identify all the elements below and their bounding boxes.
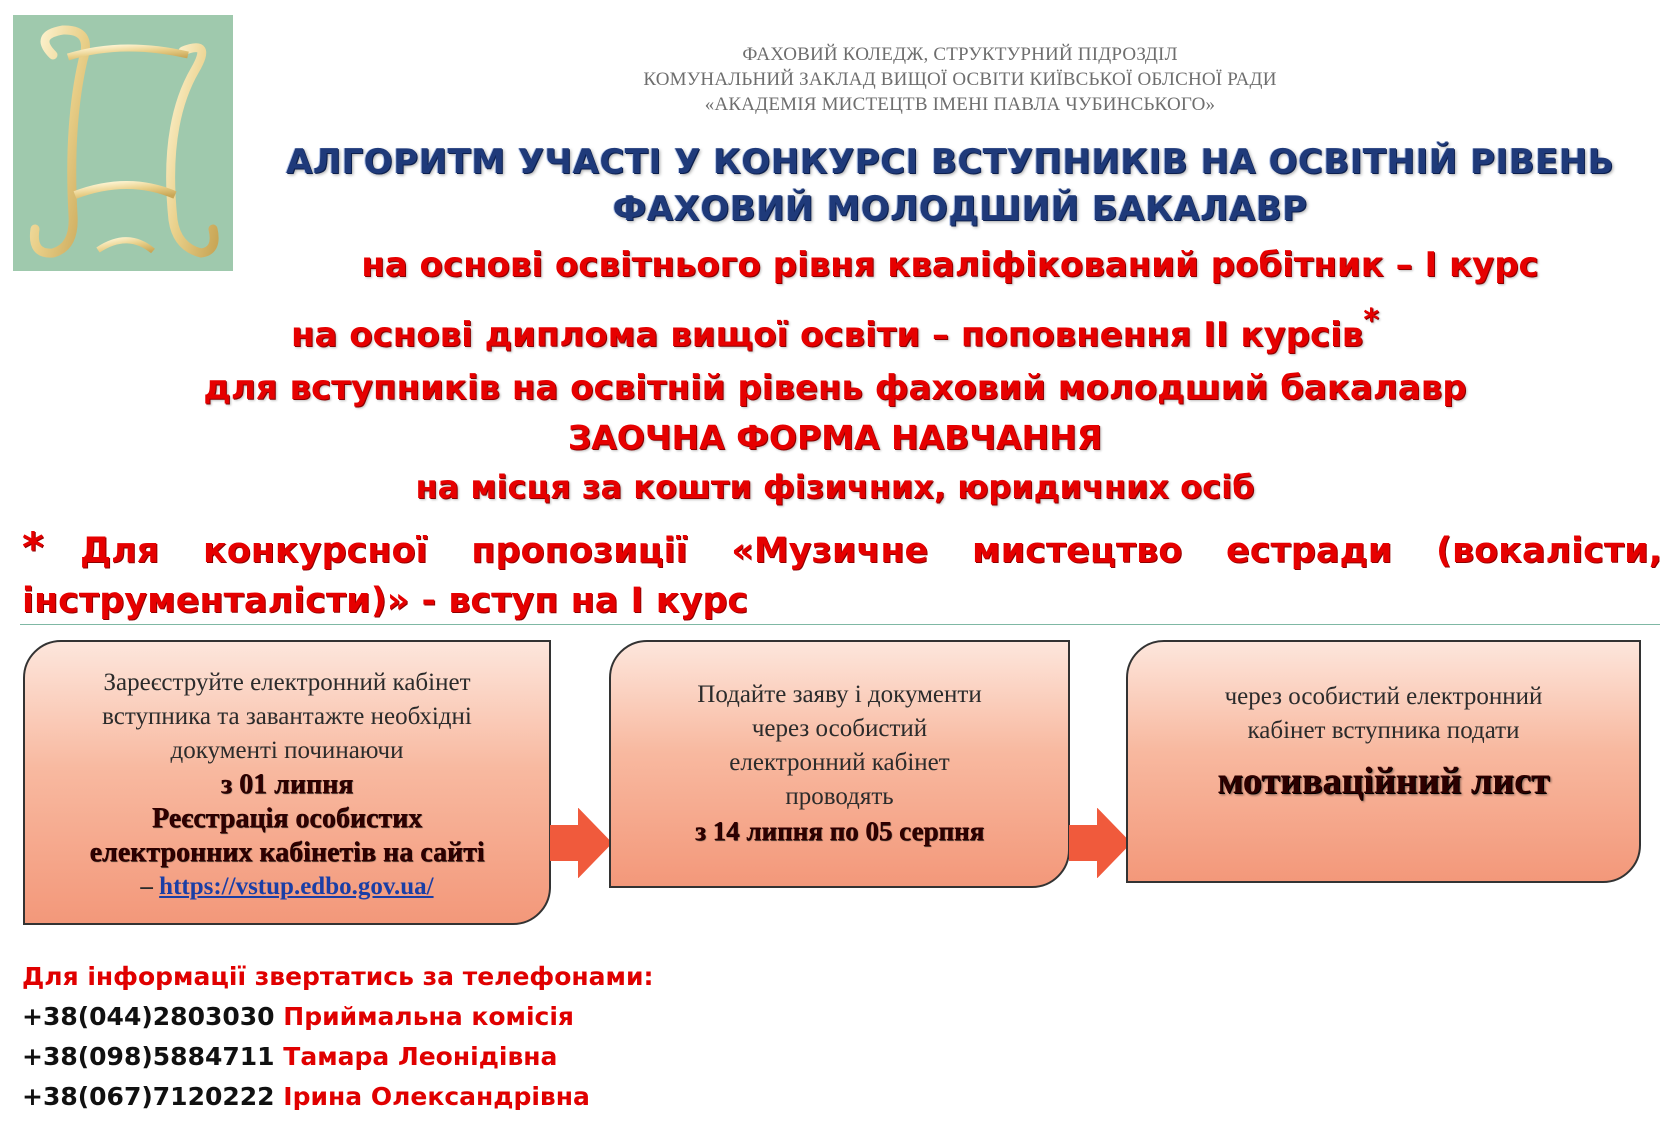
link-dash: – bbox=[140, 873, 160, 900]
note-text: Для конкурсної пропозиції «Музичне мистецтво естради (вокалісти, інструменталісти)» - вступ на І курс bbox=[22, 531, 1662, 621]
step-text-line: електронний кабінет bbox=[729, 749, 950, 776]
institution-line: ФАХОВИЙ КОЛЕДЖ, СТРУКТУРНИЙ ПІДРОЗДІЛ bbox=[742, 44, 1178, 65]
academy-logo bbox=[13, 15, 233, 271]
contact-row bbox=[22, 997, 654, 1037]
contact-row bbox=[22, 1037, 654, 1077]
lyre-logo-icon bbox=[13, 15, 233, 271]
contact-name: Тамара Леонідівна bbox=[283, 1042, 558, 1071]
step-text-line: документі починаючи bbox=[170, 737, 404, 764]
step-text-line: Зареєструйте електронний кабінет bbox=[103, 669, 471, 696]
step-bold-line: електронних кабінетів на сайті bbox=[89, 837, 485, 868]
contact-name: Приймальна комісія bbox=[283, 1002, 574, 1031]
step-motivation-box bbox=[1126, 640, 1641, 883]
arrow-right-icon bbox=[1068, 808, 1132, 878]
title-line-2: ФАХОВИЙ МОЛОДШИЙ БАКАЛАВР bbox=[612, 189, 1308, 229]
step-date: з 14 липня по 05 серпня bbox=[694, 816, 985, 846]
contacts-heading: Для інформації звертатись за телефонами: bbox=[22, 962, 654, 991]
motivation-letter-highlight: мотиваційний лист bbox=[1217, 760, 1550, 802]
subtitle-diploma-text: на основі диплома вищої освіти – поповнення ІІ курсів bbox=[290, 315, 1364, 355]
vstup-edbo-link[interactable]: https://vstup.edbo.gov.ua/ bbox=[159, 873, 434, 900]
contact-phone: +38(098)5884711 bbox=[22, 1042, 275, 1071]
subtitle-applicants: для вступників на освітній рівень фаховий молодший бакалавр bbox=[203, 368, 1467, 408]
vstup-link-row bbox=[140, 870, 433, 904]
step-text-line: через особистий bbox=[751, 715, 928, 742]
institution-header bbox=[520, 42, 1400, 117]
arrow-right-icon bbox=[549, 808, 613, 878]
contact-phone: +38(067)7120222 bbox=[22, 1082, 275, 1111]
asterisk-mark: * bbox=[1363, 303, 1380, 338]
step-submit-box bbox=[609, 640, 1070, 888]
divider-line bbox=[20, 624, 1660, 625]
subtitle-worker: на основі освітнього рівня кваліфікований робітник – І курс bbox=[361, 245, 1539, 285]
note-asterisk: * bbox=[22, 523, 44, 572]
places-subtitle: на місця за кошти фізичних, юридичних осіб bbox=[415, 468, 1255, 506]
step-text-line: через особистий електронний bbox=[1224, 683, 1543, 710]
step-text-line: вступника та завантажте необхідні bbox=[102, 703, 472, 730]
step-bold-line: Реєстрація особистих bbox=[151, 803, 423, 834]
contact-row bbox=[22, 1077, 654, 1117]
subtitle-diploma bbox=[0, 303, 1670, 355]
institution-line: КОМУНАЛЬНИЙ ЗАКЛАД ВИЩОЇ ОСВІТИ КИЇВСЬКОЇ ОБЛСНОЇ РАДИ bbox=[643, 69, 1277, 90]
step-text-line: кабінет вступника подати bbox=[1247, 717, 1520, 744]
step-text-line: Подайте заяву і документи bbox=[697, 681, 982, 708]
title-line-1: АЛГОРИТМ УЧАСТІ У КОНКУРСІ ВСТУПНИКІВ НА ОСВІТНІЙ РІВЕНЬ bbox=[285, 142, 1615, 182]
contact-phone: +38(044)2803030 bbox=[22, 1002, 275, 1031]
contacts-block bbox=[22, 957, 654, 1117]
study-form-title: ЗАОЧНА ФОРМА НАВЧАННЯ bbox=[567, 418, 1103, 457]
asterisk-note bbox=[22, 523, 1662, 626]
contact-name: Ірина Олександрівна bbox=[283, 1082, 590, 1111]
institution-line: «АКАДЕМІЯ МИСТЕЦТВ ІМЕНІ ПАВЛА ЧУБИНСЬКОГО» bbox=[704, 94, 1216, 115]
step-date: з 01 липня bbox=[220, 769, 354, 800]
step-register-box bbox=[23, 640, 551, 925]
step-text-line: проводять bbox=[785, 783, 894, 810]
